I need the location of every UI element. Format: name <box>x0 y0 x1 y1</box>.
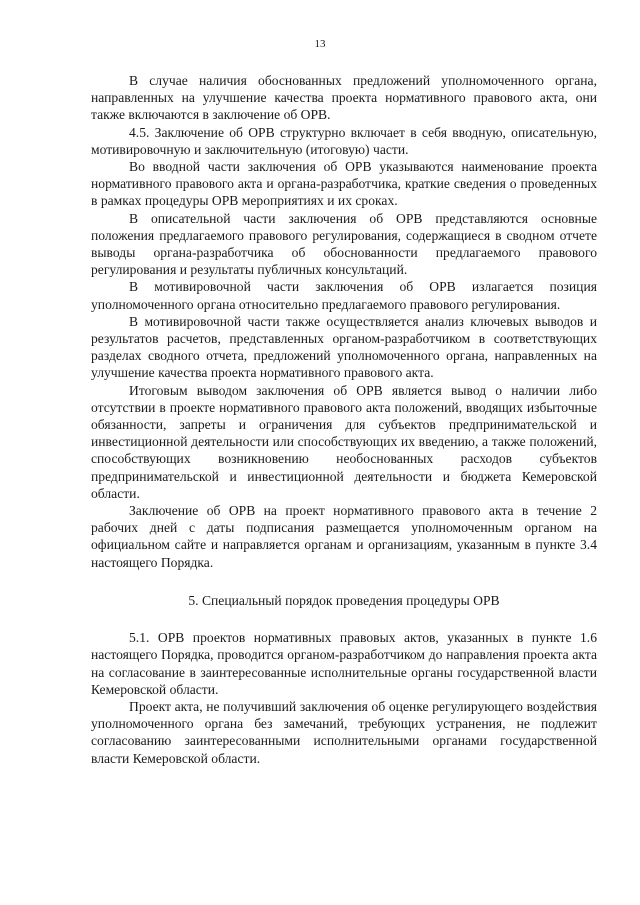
paragraph: В мотивировочной части также осуществляется анализ ключевых выводов и результатов расчетов, представленных органом-разработчиком в соответствующих разделах сводного отчета, предложений уполномоченного органа, направленных на улучшение качества проекта нормативного правового акта. <box>91 313 597 381</box>
page-number: 13 <box>314 38 326 50</box>
paragraph: 4.5. Заключение об ОРВ структурно включает в себя вводную, описательную, мотивировочную и заключительную (итоговую) части. <box>91 124 597 157</box>
paragraph: В описательной части заключения об ОРВ представляются основные положения предлагаемого правового регулирования, содержащиеся в сводном отчете выводы органа-разработчика об обоснованности предлагаемого правового регулирования и результаты публичных консультаций. <box>91 210 597 278</box>
document-body <box>91 72 597 767</box>
paragraph: Проект акта, не получивший заключения об оценке регулирующего воздействия уполномоченного органа без замечаний, требующих устранения, не подлежит согласованию заинтересованными исполнительными органами государственной власти Кемеровской области. <box>91 698 597 766</box>
section-heading: 5. Специальный порядок проведения процедуры ОРВ <box>188 592 500 608</box>
paragraph: Итоговым выводом заключения об ОРВ является вывод о наличии либо отсутствии в проекте нормативного правового акта положений, вводящих избыточные обязанности, запреты и ограничения для субъектов предпринимательской и инвестиционной деятельности или способствующих их введению, а также положений, способствующих возникновению необоснованных расходов субъектов предпринимательской и инвестиционной деятельности и бюджета Кемеровской области. <box>91 382 597 501</box>
paragraph: В мотивировочной части заключения об ОРВ излагается позиция уполномоченного органа относительно предлагаемого правового регулирования. <box>91 279 597 312</box>
paragraph: Заключение об ОРВ на проект нормативного правового акта в течение 2 рабочих дней с даты подписания размещается уполномоченным органом на официальном сайте и направляется органам и организациям, указанным в пункте 3.4 настоящего Порядка. <box>91 503 597 570</box>
paragraph: В случае наличия обоснованных предложений уполномоченного органа, направленных на улучшение качества проекта нормативного правового акта, они также включаются в заключение об ОРВ. <box>91 73 597 123</box>
paragraph: Во вводной части заключения об ОРВ указываются наименование проекта нормативного правового акта и органа-разработчика, краткие сведения о проведенных в рамках процедуры ОРВ мероприятиях и их сроках. <box>91 159 597 209</box>
paragraph: 5.1. ОРВ проектов нормативных правовых актов, указанных в пункте 1.6 настоящего Порядка, проводится органом-разработчиком до направления проекта акта на согласование в заинтересованные исполнительные органы государственной власти Кемеровской области. <box>91 630 597 697</box>
